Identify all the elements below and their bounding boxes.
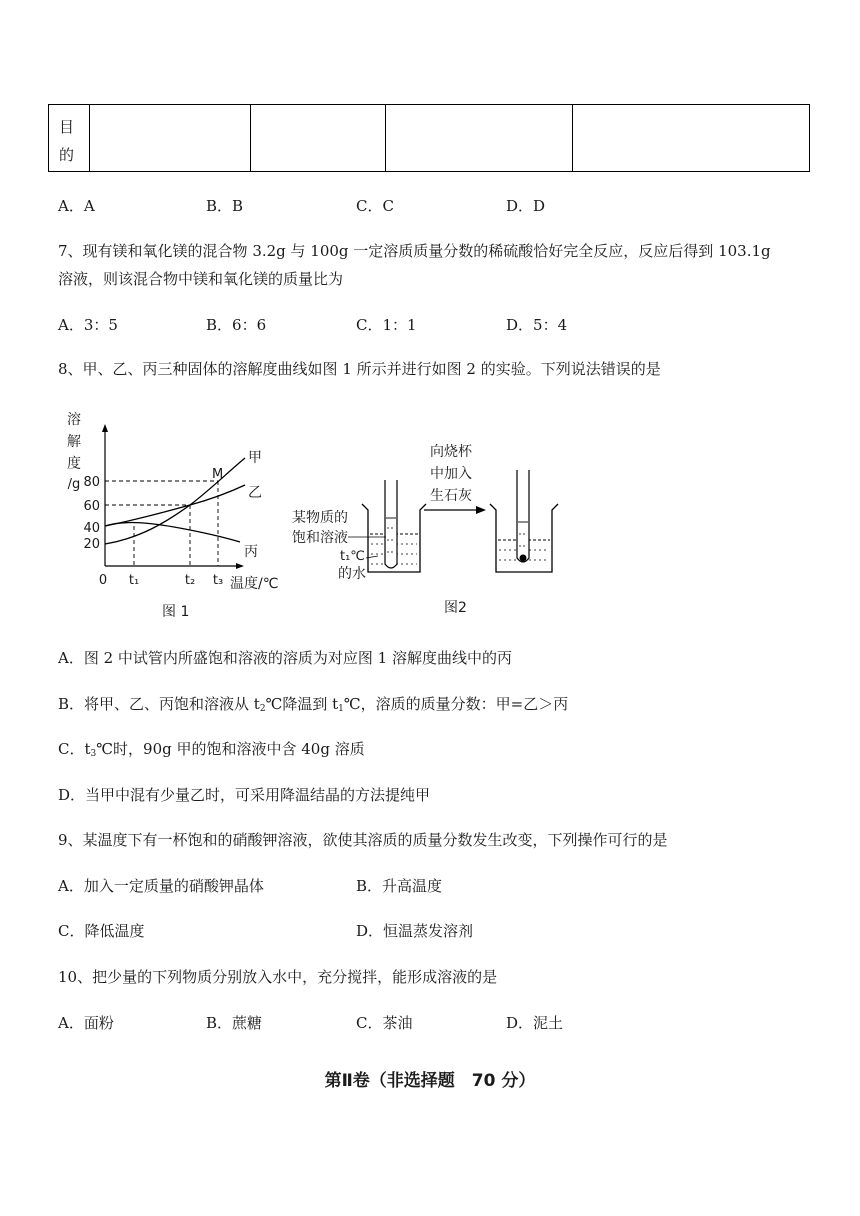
y-axis-label-2: 解 (67, 434, 81, 450)
y-tick-60: 60 (83, 499, 100, 514)
option-d: D．当甲中混有少量乙时，可采用降温结晶的方法提纯甲 (58, 786, 431, 804)
table-cell (251, 105, 386, 172)
option-d: D．泥土 (506, 1014, 564, 1032)
option-a: A．3：5 (58, 316, 118, 334)
option-a: A．加入一定质量的硝酸钾晶体 (58, 877, 264, 895)
question-stem: 10、把少量的下列物质分别放入水中，充分搅拌，能形成溶液的是 (58, 968, 498, 986)
option-c: C．降低温度 (58, 922, 145, 940)
x-axis-arrow (236, 563, 244, 569)
option-d: D．5：4 (506, 316, 568, 334)
y-axis-label-3: 度 (67, 456, 81, 472)
table-cell (573, 105, 810, 172)
precipitate-dot (520, 555, 527, 562)
arrow-label-1: 向烧杯 (430, 444, 472, 460)
test-tube-right (517, 470, 529, 562)
option-a: A．图 2 中试管内所盛饱和溶液的溶质为对应图 1 溶解度曲线中的丙 (58, 649, 512, 667)
y-axis-label-1: 溶 (67, 412, 81, 428)
option-c: C．C (356, 197, 394, 215)
arrow-label-3: 生石灰 (430, 488, 472, 504)
y-tick-80: 80 (83, 475, 100, 490)
process-arrowhead (476, 506, 486, 514)
table-cell (90, 105, 251, 172)
table-fragment (48, 104, 810, 172)
point-m-label: M (212, 467, 224, 482)
water-temp-label: t₁℃ (340, 549, 365, 564)
x-tick-t2: t₂ (184, 573, 196, 588)
test-tube-left (385, 480, 397, 568)
question-8-stem: 8、甲、乙、丙三种固体的溶解度曲线如图 1 所示并进行如图 2 的实验。下列说法错误的是 (58, 360, 661, 378)
table-cell-label (49, 105, 90, 172)
y-tick-20: 20 (83, 537, 100, 552)
section-title: 第Ⅱ卷（非选择题 70 分） (324, 1071, 536, 1091)
option-d: D．恒温蒸发溶剂 (356, 922, 474, 940)
table-row-label: 目 的 (59, 118, 75, 164)
q8-figures (40, 398, 560, 630)
option-b: B．6：6 (206, 316, 267, 334)
curve-yi (105, 485, 245, 526)
table-cell (386, 105, 573, 172)
figure-2 (292, 443, 558, 616)
x-tick-t3: t₃ (212, 573, 224, 588)
option-d: D．D (506, 197, 546, 215)
option-b: B．蔗糖 (206, 1014, 263, 1032)
curve-label-jia: 甲 (248, 450, 262, 466)
x-axis-label: 温度/℃ (230, 576, 279, 592)
question-stem-cont: 溶液，则该混合物中镁和氧化镁的质量比为 (58, 270, 344, 288)
option-b: B．升高温度 (356, 877, 443, 895)
figure-2-caption: 图2 (444, 600, 467, 616)
question-stem: 9、某温度下有一杯饱和的硝酸钾溶液，欲使其溶质的质量分数发生改变，下列操作可行的是 (58, 831, 668, 849)
x-tick-origin: 0 (98, 573, 108, 588)
y-axis-arrow (102, 424, 108, 432)
option-c: C．茶油 (356, 1014, 413, 1032)
option-b: B．将甲、乙、丙饱和溶液从 $t_2℃$降温到 $t_1℃$，溶质的质量分数：甲=乙＞丙 (58, 695, 569, 714)
table-row (49, 105, 810, 172)
option-a: A．面粉 (58, 1014, 114, 1032)
option-b: B．B (206, 197, 244, 215)
curve-jia (105, 458, 245, 544)
y-tick-40: 40 (83, 521, 100, 536)
solution-label-1: 某物质的 (292, 510, 348, 526)
figure-1-caption: 图 1 (162, 604, 190, 620)
curve-label-yi: 乙 (248, 485, 262, 501)
figure-1 (67, 411, 278, 620)
water-label: 的水 (338, 566, 366, 582)
option-c: C．$t_3℃$时，90g 甲的饱和溶液中含 40g 溶质 (58, 740, 365, 759)
arrow-label-2: 中加入 (430, 466, 472, 482)
x-tick-t1: t₁ (128, 573, 140, 588)
curve-label-bing: 丙 (244, 544, 258, 560)
question-stem: 7、现有镁和氧化镁的混合物 3.2g 与 100g 一定溶质质量分数的稀硫酸恰好完全反应，反应后得到 103.1g (58, 242, 771, 260)
y-axis-label-4: /g (67, 477, 81, 492)
option-a: A．A (58, 197, 95, 215)
option-c: C．1：1 (356, 316, 417, 334)
solution-label-2: 饱和溶液 (292, 530, 348, 546)
